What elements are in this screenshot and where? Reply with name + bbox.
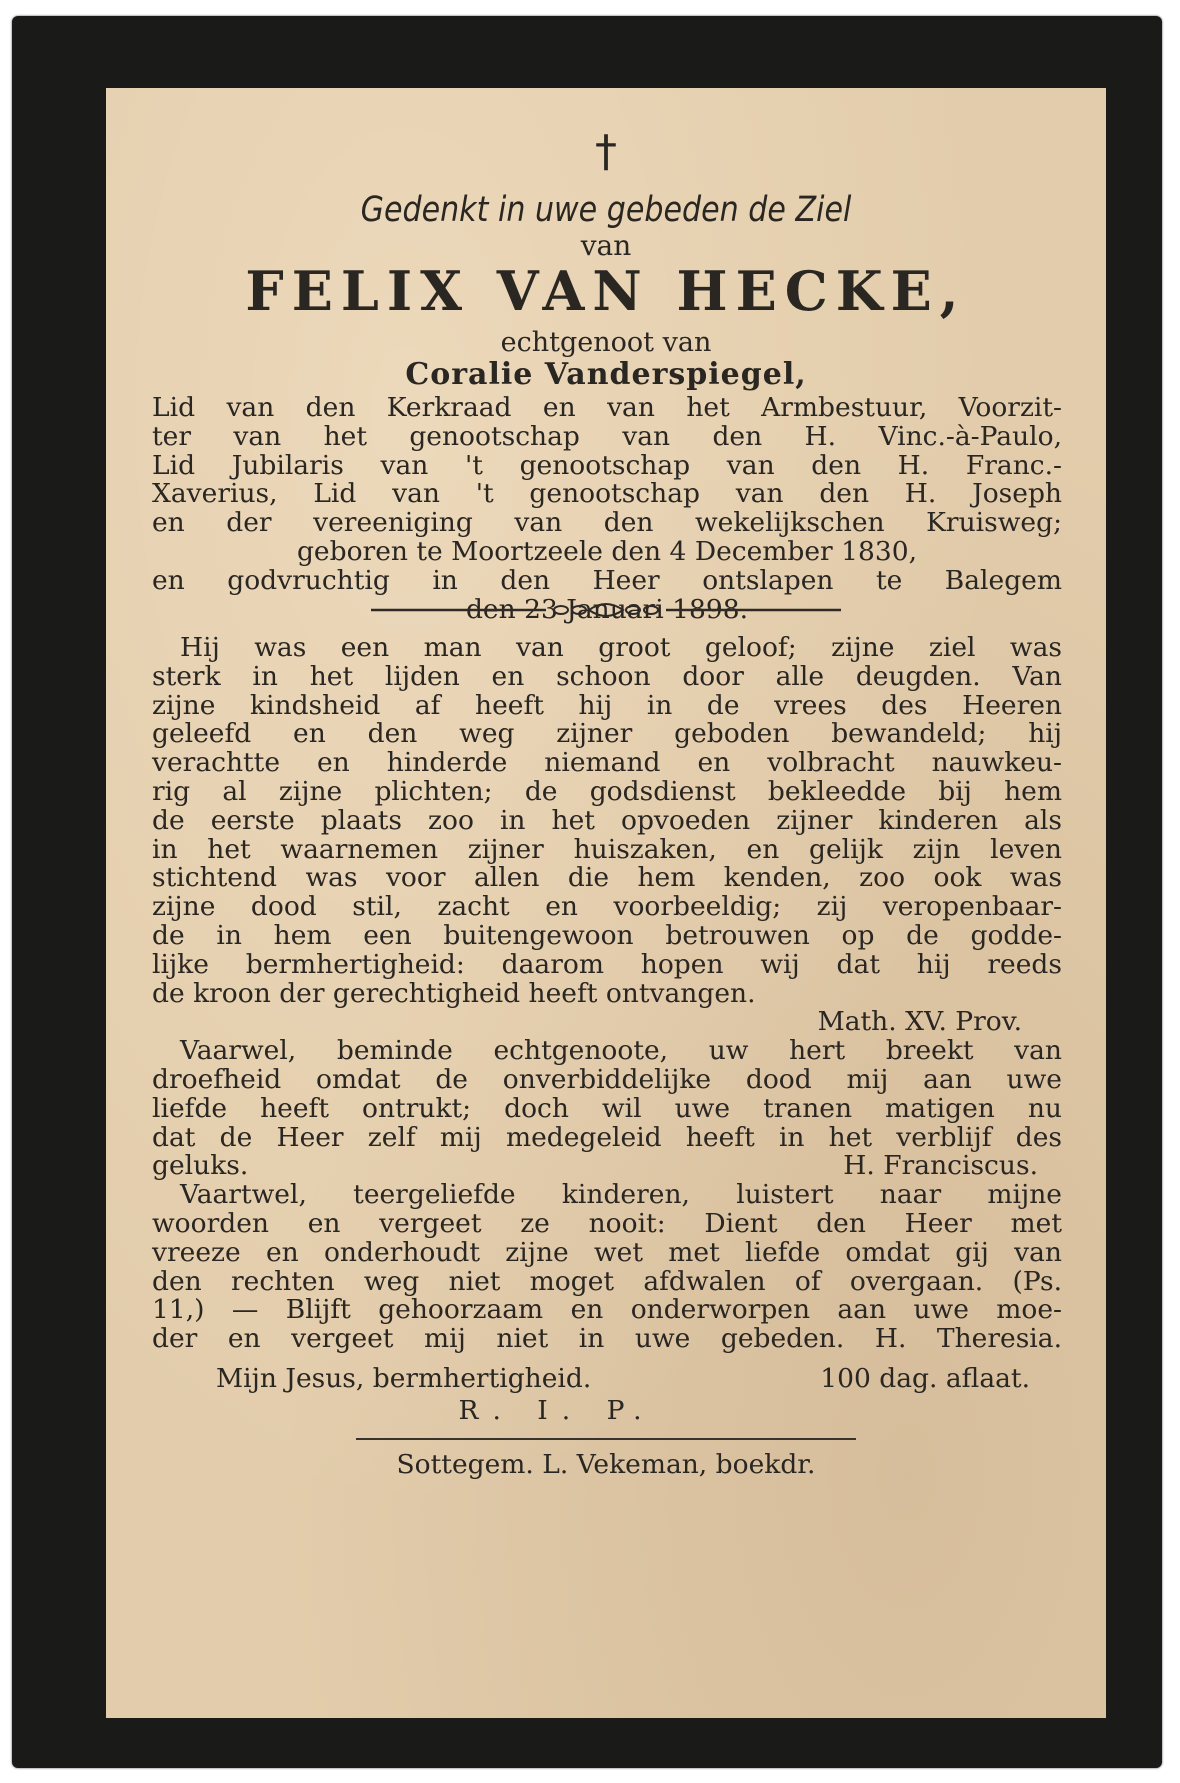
closing-block	[152, 1364, 1062, 1428]
body-line: vreeze en onderhoudt zijne wet met liefde omdat gij van	[152, 1236, 1062, 1268]
mourning-card-border	[12, 16, 1162, 1768]
titles-line: en der vereeniging van den wekelijkschen Kruisweg;	[152, 507, 1062, 539]
body-line: sterk in het lijden en schoon door alle deugden. Van	[152, 660, 1062, 692]
rip-line: R. I. P.	[458, 1395, 656, 1426]
body-line: in het waarnemen zijner huiszaken, en gelijk zijn leven	[152, 833, 1062, 865]
body-line: droefheid omdat de onverbiddelijke dood mij aan uwe	[152, 1063, 1062, 1095]
titles-line: Xaverius, Lid van 't genootschap van den H. Joseph	[152, 478, 1062, 510]
body-line: woorden en vergeet ze nooit: Dient den Heer met	[152, 1207, 1062, 1239]
body-line: liefde heeft ontrukt; doch wil uwe tranen matigen nu	[152, 1092, 1062, 1124]
body-line: Vaartwel, teergeliefde kinderen, luistert naar mijne	[180, 1179, 1062, 1211]
titles-line: Lid Jubilaris van 't genootschap van den H. Franc.-	[152, 449, 1062, 481]
body-line: 11,) — Blijft gehoorzaam en onderworpen aan uwe moe-	[152, 1294, 1062, 1326]
body-line: geleefd en den weg zijner geboden bewandeld; hij	[152, 718, 1062, 750]
body-line: verachtte en hinderde niemand en volbracht nauwkeu-	[152, 747, 1062, 779]
prayer-line: Mijn Jesus, bermhertigheid.	[216, 1363, 592, 1394]
citation: Math. XV. Prov.	[817, 1006, 1022, 1038]
deceased-name: FELIX VAN HECKE,	[245, 259, 967, 323]
death-line: en godvruchtig in den Heer ontslapen te Balegem	[152, 564, 1062, 596]
birth-line: geboren te Moortzeele den 4 December 1830,	[296, 535, 918, 567]
printer-line: Sottegem. L. Vekeman, boekdr.	[396, 1449, 816, 1480]
body-line: Hij was een man van groot geloof; zijne ziel was	[180, 632, 1062, 663]
body-text	[152, 634, 1062, 1354]
titles-line: ter van het genootschap van den H. Vinc.-à-Paulo,	[152, 420, 1062, 452]
body-line: Vaarwel, beminde echtgenoote, uw hert breekt van	[180, 1035, 1062, 1067]
death-date-line: den 23 Januari 1898.	[465, 593, 749, 625]
divider-rule	[356, 1438, 856, 1440]
body-line: den rechten weg niet moget afdwalen of overgaan. (Ps.	[152, 1265, 1062, 1297]
body-line: lijke bermhertigheid: daarom hopen wij dat hij reeds	[152, 948, 1062, 980]
body-line-split	[152, 1152, 1062, 1181]
spouse-name: Coralie Vanderspiegel,	[405, 357, 807, 392]
body-line: geluks.	[152, 1150, 249, 1182]
body-line: de eerste plaats zoo in het opvoeden zijner kinderen als	[152, 804, 1062, 836]
body-line: dat de Heer zelf mij medegeleid heeft in het verblijf des	[152, 1121, 1062, 1153]
body-line: stichtend was voor allen die hem kenden, zoo ook was	[152, 862, 1062, 894]
titles-block	[152, 394, 1062, 624]
titles-line: Lid van den Kerkraad en van het Armbestuur, Voorzit-	[152, 392, 1062, 423]
indulgence-line: 100 dag. aflaat.	[820, 1363, 1030, 1394]
body-line: de kroon der gerechtigheid heeft ontvangen.	[152, 977, 756, 1009]
body-line: der en vergeet mij niet in uwe gebeden. H. Theresia.	[152, 1323, 1062, 1355]
body-line: rig al zijne plichten; de godsdienst bekleedde bij hem	[152, 775, 1062, 807]
body-line: zijne kindsheid af heeft hij in de vrees des Heeren	[152, 689, 1062, 721]
spouse-intro: echtgenoot van	[500, 327, 712, 358]
cross-icon: †	[595, 126, 617, 177]
citation: H. Franciscus.	[843, 1150, 1038, 1182]
ornament-divider	[371, 600, 841, 620]
body-line: zijne dood stil, zacht en voorbeeldig; zij veropenbaar-	[152, 891, 1062, 923]
body-line: de in hem een buitengewoon betrouwen op de godde-	[152, 919, 1062, 951]
memorial-card	[106, 88, 1106, 1718]
opening-line: Gedenkt in uwe gebeden de Ziel	[360, 190, 852, 230]
van-line: van	[580, 229, 632, 262]
